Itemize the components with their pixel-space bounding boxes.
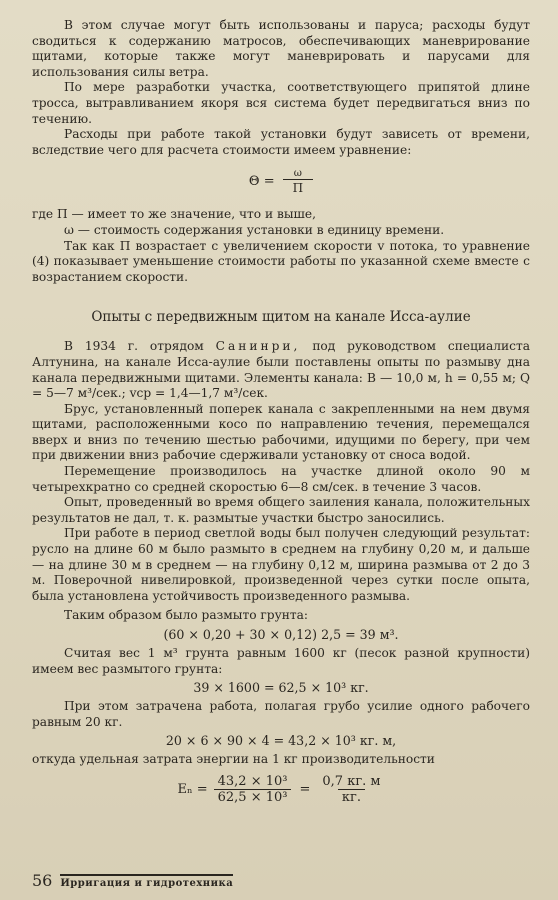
- energy-lhs: Eₙ =: [177, 781, 208, 797]
- paragraph: Брус, установленный поперек канала с закрепленными на нем двумя щитами, расположенными косо по направлению течения, перемещался вверх и вниз по течению шестью рабочими, идущими по берегу, при чем при движении вниз рабочие сдерживали установку от сноса водой.: [32, 401, 530, 463]
- paragraph: Так как П возрастает с увеличением скорости v потока, то уравнение (4) показывает уменьшение стоимости работы по указанной схеме вместе с возрастанием скорости.: [32, 238, 530, 284]
- paragraph: Расходы при работе такой установки будут зависеть от времени, вследствие чего для расчета стоимости имеем уравнение:: [32, 127, 530, 157]
- paragraph: При этом затрачена работа, полагая грубо усилие одного рабочего равным 20 кг.: [32, 699, 530, 729]
- equation-weight: 39 × 1600 = 62,5 × 10³ кг.: [193, 680, 369, 696]
- energy-fraction-1: [214, 774, 292, 805]
- equation-volume: (60 × 0,20 + 30 × 0,12) 2,5 = 39 м³.: [163, 627, 399, 642]
- text-span: под руководством специалиста Алтунина, на канале Исса-аулие были поставлены опыты по размыву дна канала передвижными щитами. Элементы канала: В — 10,0 м, h = 0,55 м; Q = 5—7 м³/сек.; vср = 1,4—1,7 м³/сек.: [32, 339, 531, 401]
- page-footer: [32, 871, 233, 890]
- formula-theta: [32, 168, 530, 195]
- equals-sign: =: [299, 781, 311, 797]
- paragraph: Таким образом было размыто грунта:: [64, 608, 309, 623]
- formula-lhs: Θ =: [248, 174, 275, 190]
- equation-energy: [32, 774, 530, 805]
- equation-work: 20 × 6 × 90 × 4 = 43,2 × 10³ кг. м,: [165, 733, 397, 749]
- energy-denominator-2: кг.: [338, 789, 365, 805]
- energy-denominator-1: 62,5 × 10³: [214, 789, 292, 805]
- energy-numerator-2: 0,7 кг. м: [322, 773, 381, 789]
- journal-title: Ирригация и гидротехника: [60, 874, 233, 889]
- paragraph: По мере разработки участка, соответствующего припятой длине тросса, вытравливанием якоря вся система будет передвигаться вниз по течению.: [32, 80, 530, 126]
- section-heading: Опыты с передвижным щитом на канале Исса-аулие: [91, 309, 471, 326]
- paragraph: Перемещение производилось на участке длиной около 90 м четырехкратно со средней скоростью 6—8 см/сек. в течение 3 часов.: [32, 464, 530, 494]
- formula-numerator: ω: [293, 168, 302, 180]
- paragraph: Считая вес 1 м³ грунта равным 1600 кг (песок разной крупности) имеем вес размытого грунта:: [32, 646, 530, 676]
- formula-denominator: П: [283, 179, 313, 195]
- paragraph: Опыт, проведенный во время общего заиления канала, положительных результатов не дал, т. к. размытые участки быстро заносились.: [32, 495, 530, 525]
- formula-fraction: [283, 168, 313, 195]
- text-span: В 1934 г. отрядом: [64, 339, 204, 354]
- page-number: 56: [32, 871, 53, 890]
- paragraph: откуда удельная затрата энергии на 1 кг производительности: [32, 752, 435, 767]
- paragraph: При работе в период светлой воды был получен следующий результат: русло на длине 60 м было размыто в среднем на глубину 0,20 м, и дальше — на длине 30 м в среднем — на глубину 0,12 м, ширина размыва от 2 до 3 м. Поверочной нивелировкой, произведенной через сутки после опыта, была установлена устойчивость произведенного размыва.: [32, 526, 530, 603]
- paragraph: В этом случае могут быть использованы и паруса; расходы будут сводиться к содержанию матросов, обеспечивающих маневрирование щитами, которые также могут маневрировать и парусами для использования силы ветра.: [32, 18, 530, 79]
- where-line: ω — стоимость содержания установки в единицу времени.: [64, 222, 445, 237]
- energy-fraction-2: [318, 774, 384, 805]
- paragraph: [32, 339, 530, 401]
- organization-name: Санинри,: [215, 339, 301, 354]
- energy-numerator-1: 43,2 × 10³: [217, 773, 288, 789]
- where-line: где П — имеет то же значение, что и выше,: [32, 207, 316, 222]
